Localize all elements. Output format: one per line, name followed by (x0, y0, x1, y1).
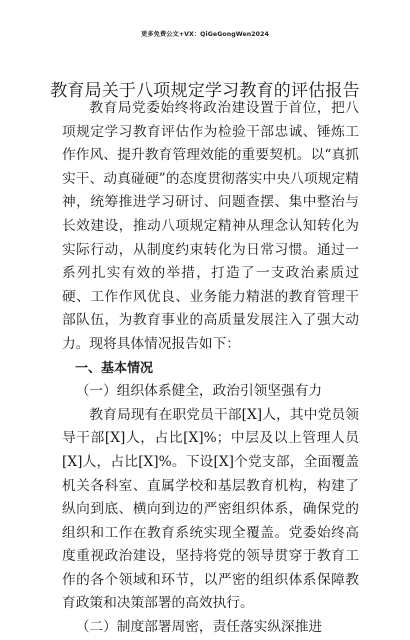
document-body (62, 97, 359, 640)
organization-paragraph: 教育局现有在职党员干部[X]人，其中党员领导干部[X]人，占比[X]%；中层及以上管理人员[X]人，占比[X]%。下设[X]个党支部，全面覆盖机关各科室、直属学校和基层教育机构，构建了纵向到底、横向到边的严密组织体系，确保党的组织和工作在教育系统实现全覆盖。党委始终高度重视政治建设，坚持将党的领导贯穿于教育工作的各个领域和环节，以严密的组织体系保障教育政策和决策部署的高效执行。 (62, 406, 359, 612)
watermark-text: 更多免费公文+VX：QiGeGongWen2024 (141, 31, 269, 38)
section-heading-basic-situation: 一、基本情况 (75, 360, 154, 376)
intro-paragraph: 教育局党委始终将政治建设置于首位，把八项规定学习教育评估作为检验干部忠诚、锤炼工作作风、提升教育管理效能的重要契机。以“真抓实干、动真碰硬”的态度贯彻落实中央八项规定精神，统筹推进学习研讨、问题查摆、集中整治与长效建设，推动八项规定精神从理念认知转化为实际行动，从制度约束转化为日常习惯。通过一系列扎实有效的举措，打造了一支政治素质过硬、工作作风优良、业务能力精湛的教育管理干部队伍，为教育事业的高质量发展注入了强大动力。现将具体情况报告如下： (62, 100, 359, 352)
subsection-heading-system-deployment: （二）制度部署周密，责任落实纵深推进 (75, 619, 323, 636)
document-title: 教育局关于八项规定学习教育的评估报告 (50, 81, 360, 101)
subsection-heading-organization: （一）组织体系健全，政治引领坚强有力 (75, 383, 323, 400)
